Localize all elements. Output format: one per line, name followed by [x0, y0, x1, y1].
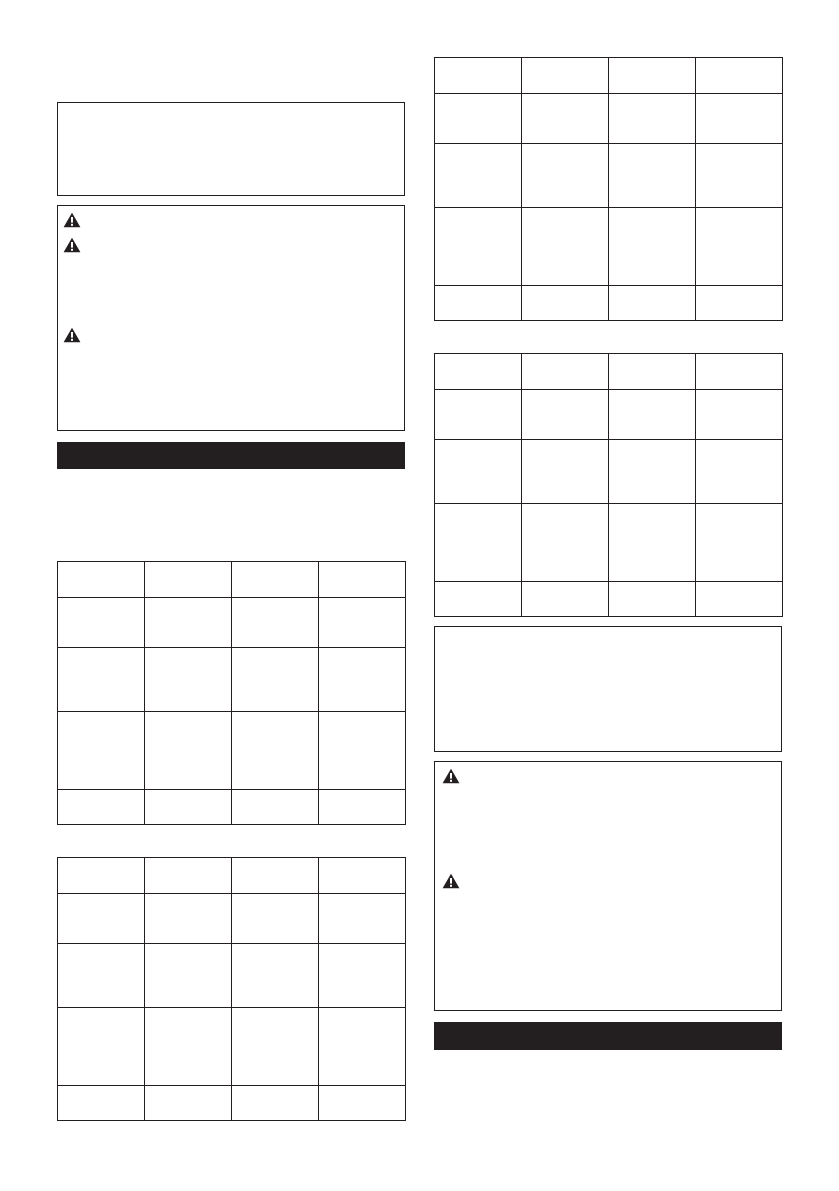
table-cell	[696, 504, 783, 582]
table-cell	[522, 440, 609, 504]
table-cell	[435, 94, 522, 144]
table-cell	[696, 144, 783, 208]
table-cell	[145, 1086, 232, 1121]
table-row	[435, 58, 783, 94]
section-header-bar	[57, 442, 405, 469]
table-row	[435, 286, 783, 321]
table-cell	[522, 390, 609, 440]
spec-table	[434, 353, 783, 617]
spec-table	[57, 561, 406, 825]
table-cell	[58, 894, 145, 944]
table-row	[435, 582, 783, 617]
table-cell	[696, 390, 783, 440]
table-cell	[435, 208, 522, 286]
table-cell	[232, 1008, 319, 1086]
table-cell	[609, 354, 696, 390]
table-cell	[522, 582, 609, 617]
table-cell	[522, 354, 609, 390]
warning-box	[57, 205, 405, 431]
table-row	[58, 712, 406, 790]
table-row	[58, 1008, 406, 1086]
table-cell	[58, 562, 145, 598]
table-cell	[696, 286, 783, 321]
table-cell	[58, 712, 145, 790]
table-cell	[609, 504, 696, 582]
table-cell	[145, 944, 232, 1008]
table-cell	[609, 286, 696, 321]
table-cell	[58, 858, 145, 894]
table-cell	[609, 390, 696, 440]
table-row	[435, 390, 783, 440]
table-cell	[435, 144, 522, 208]
section-header-bar	[434, 1022, 782, 1050]
table-cell	[696, 440, 783, 504]
table-cell	[435, 390, 522, 440]
warning-triangle-icon	[442, 873, 460, 889]
table-cell	[319, 1008, 406, 1086]
table-cell	[145, 894, 232, 944]
notice-box	[57, 102, 405, 196]
table-cell	[319, 1086, 406, 1121]
table-cell	[319, 858, 406, 894]
table-row	[58, 598, 406, 648]
table-cell	[696, 582, 783, 617]
table-row	[435, 94, 783, 144]
table-cell	[232, 1086, 319, 1121]
table-cell	[232, 712, 319, 790]
table-row	[435, 440, 783, 504]
table-cell	[232, 648, 319, 712]
table-row	[58, 858, 406, 894]
table-cell	[232, 858, 319, 894]
table-row	[58, 944, 406, 1008]
warning-triangle-icon	[442, 768, 460, 784]
table-cell	[435, 582, 522, 617]
table-cell	[522, 58, 609, 94]
table-cell	[232, 944, 319, 1008]
warning-box	[434, 761, 782, 1011]
table-cell	[435, 286, 522, 321]
table-cell	[58, 790, 145, 825]
table-cell	[145, 790, 232, 825]
table-cell	[58, 1086, 145, 1121]
table-cell	[319, 944, 406, 1008]
table-cell	[696, 354, 783, 390]
table-row	[58, 648, 406, 712]
table-cell	[145, 562, 232, 598]
table-cell	[145, 648, 232, 712]
table-row	[58, 1086, 406, 1121]
table-row	[435, 504, 783, 582]
table-cell	[58, 598, 145, 648]
table-cell	[435, 354, 522, 390]
table-cell	[435, 504, 522, 582]
table-cell	[609, 144, 696, 208]
notice-box	[434, 626, 782, 752]
table-cell	[609, 582, 696, 617]
table-row	[58, 790, 406, 825]
table-cell	[58, 1008, 145, 1086]
table-cell	[145, 712, 232, 790]
table-cell	[232, 562, 319, 598]
spec-table	[434, 57, 783, 321]
table-cell	[696, 208, 783, 286]
table-cell	[58, 648, 145, 712]
table-cell	[319, 894, 406, 944]
table-cell	[696, 94, 783, 144]
table-cell	[145, 1008, 232, 1086]
table-cell	[609, 208, 696, 286]
table-row	[435, 144, 783, 208]
table-row	[58, 562, 406, 598]
table-cell	[522, 504, 609, 582]
table-cell	[145, 598, 232, 648]
table-row	[58, 894, 406, 944]
table-row	[435, 354, 783, 390]
table-cell	[319, 790, 406, 825]
table-cell	[522, 144, 609, 208]
warning-triangle-icon	[63, 327, 81, 343]
table-cell	[58, 944, 145, 1008]
table-cell	[609, 94, 696, 144]
table-cell	[145, 858, 232, 894]
table-cell	[319, 648, 406, 712]
table-cell	[609, 58, 696, 94]
table-cell	[319, 562, 406, 598]
table-cell	[522, 208, 609, 286]
spec-table	[57, 857, 406, 1121]
table-cell	[609, 440, 696, 504]
table-cell	[522, 94, 609, 144]
warning-triangle-icon	[63, 237, 81, 253]
table-cell	[232, 894, 319, 944]
table-cell	[319, 598, 406, 648]
table-row	[435, 208, 783, 286]
table-cell	[319, 712, 406, 790]
table-cell	[232, 598, 319, 648]
warning-triangle-icon	[63, 212, 81, 228]
table-cell	[435, 58, 522, 94]
table-cell	[232, 790, 319, 825]
table-cell	[696, 58, 783, 94]
table-cell	[435, 440, 522, 504]
table-cell	[522, 286, 609, 321]
